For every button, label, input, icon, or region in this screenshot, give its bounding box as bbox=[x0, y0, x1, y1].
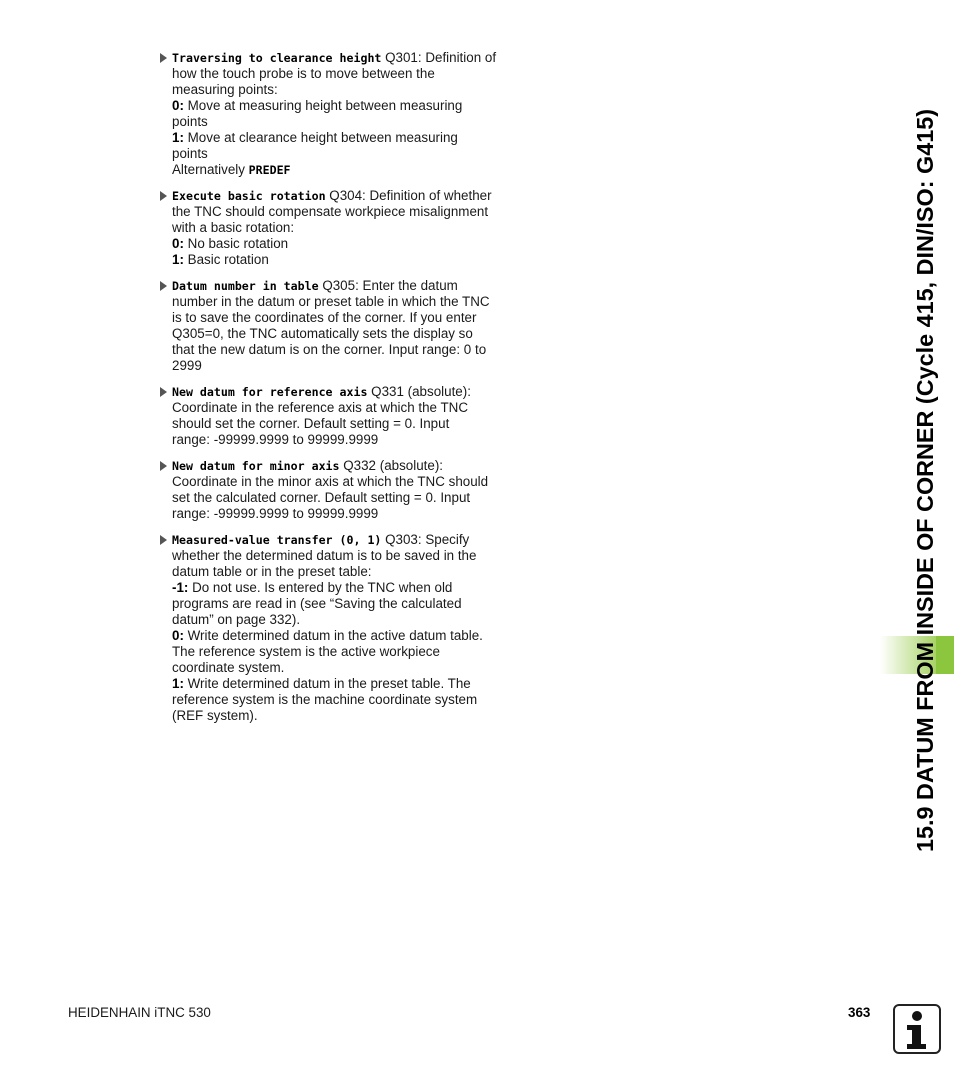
parameter-text-line bbox=[172, 278, 511, 294]
bullet-arrow-icon bbox=[160, 461, 167, 471]
option-value: 1: bbox=[172, 676, 184, 691]
parameter-text-line bbox=[172, 474, 511, 490]
description-text: range: -99999.9999 to 99999.9999 bbox=[172, 432, 379, 447]
parameter-text-line bbox=[172, 708, 511, 724]
parameter-text-line bbox=[172, 676, 511, 692]
option-value: 0: bbox=[172, 98, 184, 113]
description-text: programs are read in (see “Saving the calculated bbox=[172, 596, 462, 611]
parameter-text-line bbox=[172, 188, 511, 204]
description-text: Move at clearance height between measuring bbox=[183, 130, 458, 145]
parameter-list bbox=[159, 50, 511, 734]
parameter-text-line bbox=[172, 114, 511, 130]
description-text: datum” on page 332). bbox=[172, 612, 301, 627]
option-value: 1: bbox=[172, 130, 184, 145]
parameter-text-line bbox=[172, 326, 511, 342]
description-text: range: -99999.9999 to 99999.9999 bbox=[172, 506, 379, 521]
parameter-text-line bbox=[172, 342, 511, 358]
description-text: Move at measuring height between measuring bbox=[183, 98, 463, 113]
description-text: Coordinate in the reference axis at which the TNC bbox=[172, 400, 468, 415]
parameter-text-line bbox=[172, 294, 511, 310]
parameter-text-line bbox=[172, 220, 511, 236]
description-text: Q305: Enter the datum bbox=[318, 278, 458, 293]
parameter-text-line bbox=[172, 564, 511, 580]
option-value: 1: bbox=[172, 252, 184, 267]
parameter-text-line bbox=[172, 416, 511, 432]
footer-product: HEIDENHAIN iTNC 530 bbox=[68, 1005, 211, 1020]
parameter-item bbox=[159, 458, 511, 522]
section-side-title bbox=[880, 42, 940, 867]
bullet-arrow-icon bbox=[160, 53, 167, 63]
parameter-name: Traversing to clearance height bbox=[172, 51, 382, 65]
description-text: Coordinate in the minor axis at which the TNC should bbox=[172, 474, 489, 489]
description-text: Q301: Definition of bbox=[381, 50, 497, 65]
description-text: how the touch probe is to move between the bbox=[172, 66, 435, 81]
description-text: reference system is the machine coordinate system bbox=[172, 692, 478, 707]
parameter-text-line bbox=[172, 310, 511, 326]
parameter-text-line bbox=[172, 358, 511, 374]
description-text: (REF system). bbox=[172, 708, 258, 723]
description-text: that the new datum is on the corner. Input range: 0 to bbox=[172, 342, 487, 357]
parameter-text-line bbox=[172, 66, 511, 82]
description-text: whether the determined datum is to be saved in the bbox=[172, 548, 477, 563]
parameter-name: Execute basic rotation bbox=[172, 189, 326, 203]
parameter-text-line bbox=[172, 50, 511, 66]
parameter-text-line bbox=[172, 130, 511, 146]
parameter-text-line bbox=[172, 204, 511, 220]
parameter-text-line bbox=[172, 432, 511, 448]
section-title-text: 15.9 DATUM FROM INSIDE OF CORNER (Cycle 415, DIN/ISO: G415) bbox=[912, 108, 938, 852]
parameter-text-line bbox=[172, 612, 511, 628]
parameter-name: Datum number in table bbox=[172, 279, 319, 293]
parameter-text-line bbox=[172, 596, 511, 612]
parameter-text-line bbox=[172, 506, 511, 522]
description-text: Write determined datum in the preset table. The bbox=[183, 676, 471, 691]
description-text: Q305=0, the TNC automatically sets the display so bbox=[172, 326, 473, 341]
description-text: coordinate system. bbox=[172, 660, 285, 675]
description-text: Alternatively bbox=[172, 162, 249, 177]
parameter-text-line bbox=[172, 236, 511, 252]
description-text: Basic rotation bbox=[183, 252, 269, 267]
description-text: should set the corner. Default setting = 0. Input bbox=[172, 416, 450, 431]
description-text: 2999 bbox=[172, 358, 202, 373]
parameter-text-line bbox=[172, 98, 511, 114]
description-text: points bbox=[172, 114, 208, 129]
parameter-name: Measured-value transfer (0, 1) bbox=[172, 533, 382, 547]
description-text: No basic rotation bbox=[183, 236, 289, 251]
option-value: 0: bbox=[172, 628, 184, 643]
parameter-text-line bbox=[172, 252, 511, 268]
parameter-text-line bbox=[172, 490, 511, 506]
parameter-item bbox=[159, 50, 511, 178]
parameter-text-line bbox=[172, 162, 511, 178]
description-text: Do not use. Is entered by the TNC when old bbox=[188, 580, 453, 595]
parameter-item bbox=[159, 532, 511, 724]
option-value: -1: bbox=[172, 580, 189, 595]
parameter-name: New datum for minor axis bbox=[172, 459, 340, 473]
option-value: 0: bbox=[172, 236, 184, 251]
description-text: Q331 (absolute): bbox=[367, 384, 471, 399]
code-keyword: PREDEF bbox=[248, 163, 291, 177]
parameter-text-line bbox=[172, 580, 511, 596]
parameter-text-line bbox=[172, 692, 511, 708]
parameter-item bbox=[159, 384, 511, 448]
parameter-text-line bbox=[172, 644, 511, 660]
parameter-text-line bbox=[172, 548, 511, 564]
parameter-text-line bbox=[172, 146, 511, 162]
description-text: the TNC should compensate workpiece misalignment bbox=[172, 204, 489, 219]
parameter-text-line bbox=[172, 458, 511, 474]
parameter-text-line bbox=[172, 532, 511, 548]
parameter-text-line bbox=[172, 400, 511, 416]
description-text: is to save the coordinates of the corner. If you enter bbox=[172, 310, 477, 325]
description-text: Write determined datum in the active datum table. bbox=[183, 628, 483, 643]
bullet-arrow-icon bbox=[160, 281, 167, 291]
description-text: set the calculated corner. Default setting = 0. Input bbox=[172, 490, 471, 505]
parameter-text-line bbox=[172, 660, 511, 676]
bullet-arrow-icon bbox=[160, 191, 167, 201]
description-text: measuring points: bbox=[172, 82, 278, 97]
description-text: with a basic rotation: bbox=[172, 220, 295, 235]
bullet-arrow-icon bbox=[160, 387, 167, 397]
parameter-text-line bbox=[172, 628, 511, 644]
parameter-name: New datum for reference axis bbox=[172, 385, 368, 399]
description-text: number in the datum or preset table in which the TNC bbox=[172, 294, 490, 309]
bullet-arrow-icon bbox=[160, 535, 167, 545]
parameter-text-line bbox=[172, 384, 511, 400]
description-text: points bbox=[172, 146, 208, 161]
parameter-text-line bbox=[172, 82, 511, 98]
info-icon bbox=[893, 1004, 941, 1054]
page-number: 363 bbox=[848, 1005, 871, 1020]
description-text: The reference system is the active workpiece bbox=[172, 644, 440, 659]
parameter-item bbox=[159, 278, 511, 374]
description-text: datum table or in the preset table: bbox=[172, 564, 372, 579]
description-text: Q304: Definition of whether bbox=[325, 188, 492, 203]
description-text: Q303: Specify bbox=[381, 532, 470, 547]
description-text: Q332 (absolute): bbox=[339, 458, 443, 473]
parameter-item bbox=[159, 188, 511, 268]
